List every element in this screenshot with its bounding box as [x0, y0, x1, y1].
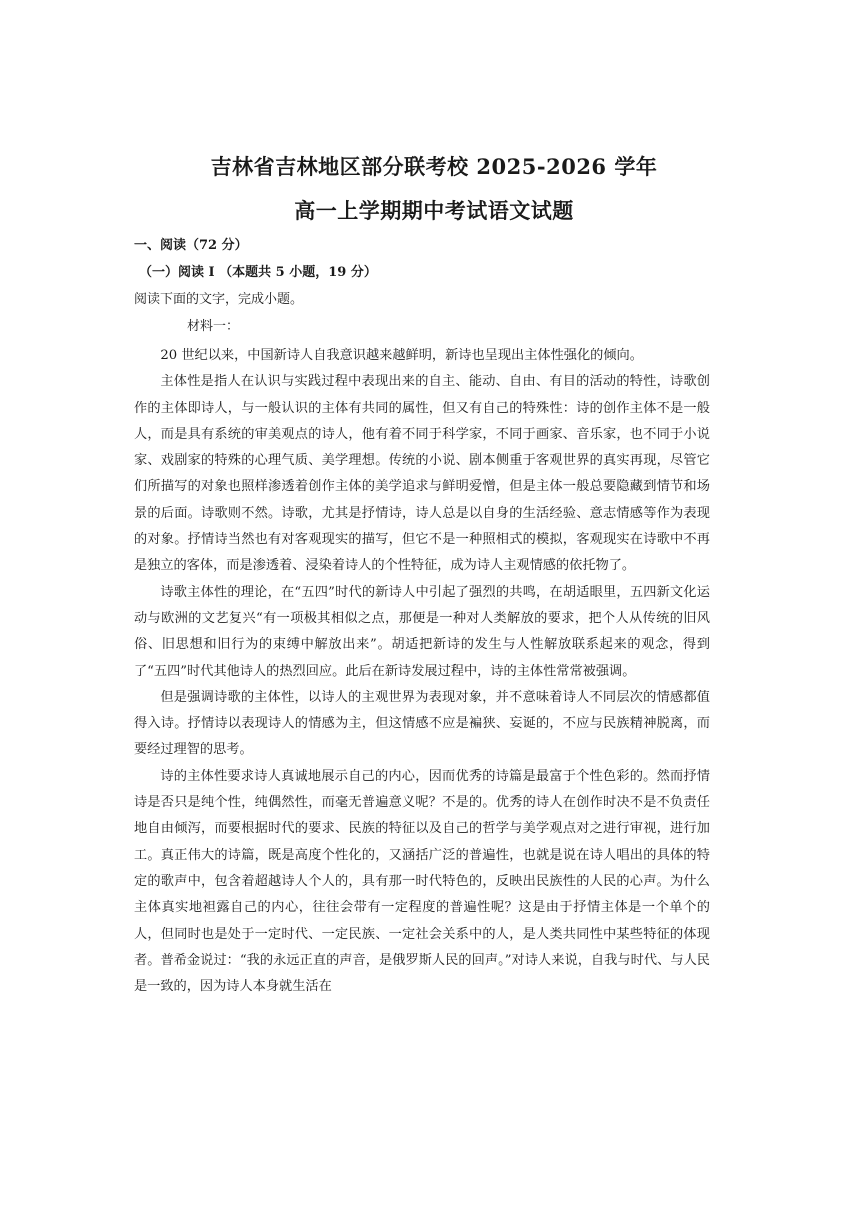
passage-paragraph: 主体性是指人在认识与实践过程中表现出来的自主、能动、自由、有目的活动的特性，诗歌创作的主体即诗人，与一般认识的主体有共同的属性，但又有自己的特殊性：诗的创作主体不是一般人，而是具有系统的审美观点的诗人，他有着不同于科学家，不同于画家、音乐家，也不同于小说家、戏剧家的特殊的心理气质、美学理想。传统的小说、剧本侧重于客观世界的真实再现，尽管它们所描写的对象也照样渗透着创作主体的美学追求与鲜明爱憎，但是主体一般总要隐藏到情节和场景的后面。诗歌则不然。诗歌，尤其是抒情诗，诗人总是以自身的生活经验、意志情感等作为表现的对象。抒情诗当然也有对客观现实的描写，但它不是一种照相式的模拟，客观现实在诗歌中不再是独立的客体，而是渗透着、浸染着诗人的个性特征，成为诗人主观情感的依托物了。: [134, 374, 710, 574]
reading-instruction: 阅读下面的文字，完成小题。: [134, 292, 304, 307]
passage-paragraph: 但是强调诗歌的主体性，以诗人的主观世界为表现对象，并不意味着诗人不同层次的情感都值得入诗。抒情诗以表现诗人的情感为主，但这情感不应是褊狭、妄诞的，不应与民族精神脱离，而要经过理智的思考。: [134, 689, 710, 758]
material-label: 材料一：: [187, 319, 240, 334]
exam-title-line2: 高一上学期期中考试语文试题: [294, 198, 574, 223]
passage-paragraph: 诗的主体性要求诗人真诚地展示自己的内心，因而优秀的诗篇是最富于个性色彩的。然而抒情诗是否只是纯个性，纯偶然性，而毫无普遍意义呢？不是的。优秀的诗人在创作时决不是不负责任地自由倾泻，而要根据时代的要求、民族的特征以及自己的哲学与美学观点对之进行审视，进行加工。真正伟大的诗篇，既是高度个性化的，又涵括广泛的普遍性，也就是说在诗人唱出的具体的特定的歌声中，包含着超越诗人个人的，具有那一时代特色的，反映出民族性的人民的心声。为什么主体真实地袒露自己的内心，往往会带有一定程度的普遍性呢？这是由于抒情主体是一个单个的人，但同时也是处于一定时代、一定民族、一定社会关系中的人，是人类共同性中某些特征的体现者。普希金说过：“我的永远正直的声音，是俄罗斯人民的回声。”对诗人来说，自我与时代、与人民是一致的，因为诗人本身就生活在: [134, 768, 710, 995]
passage-paragraph: 诗歌主体性的理论，在“五四”时代的新诗人中引起了强烈的共鸣，在胡适眼里，五四新文化运动与欧洲的文艺复兴“有一项极其相似之点，那便是一种对人类解放的要求，把个人从传统的旧风俗、旧思想和旧行为的束缚中解放出来”。胡适把新诗的发生与人性解放联系起来的观念，得到了“五四”时代其他诗人的热烈回应。此后在新诗发展过程中，诗的主体性常常被强调。: [134, 584, 710, 679]
subsection-heading: （一）阅读 I （本题共 5 小题，19 分）: [139, 265, 377, 280]
section-heading: 一、阅读（72 分）: [134, 238, 248, 253]
reading-passage: [134, 343, 710, 1000]
exam-title-line1: 吉林省吉林地区部分联考校 2025-2026 学年: [210, 154, 658, 179]
passage-paragraph: 20 世纪以来，中国新诗人自我意识越来越鲜明，新诗也呈现出主体性强化的倾向。: [160, 348, 643, 363]
